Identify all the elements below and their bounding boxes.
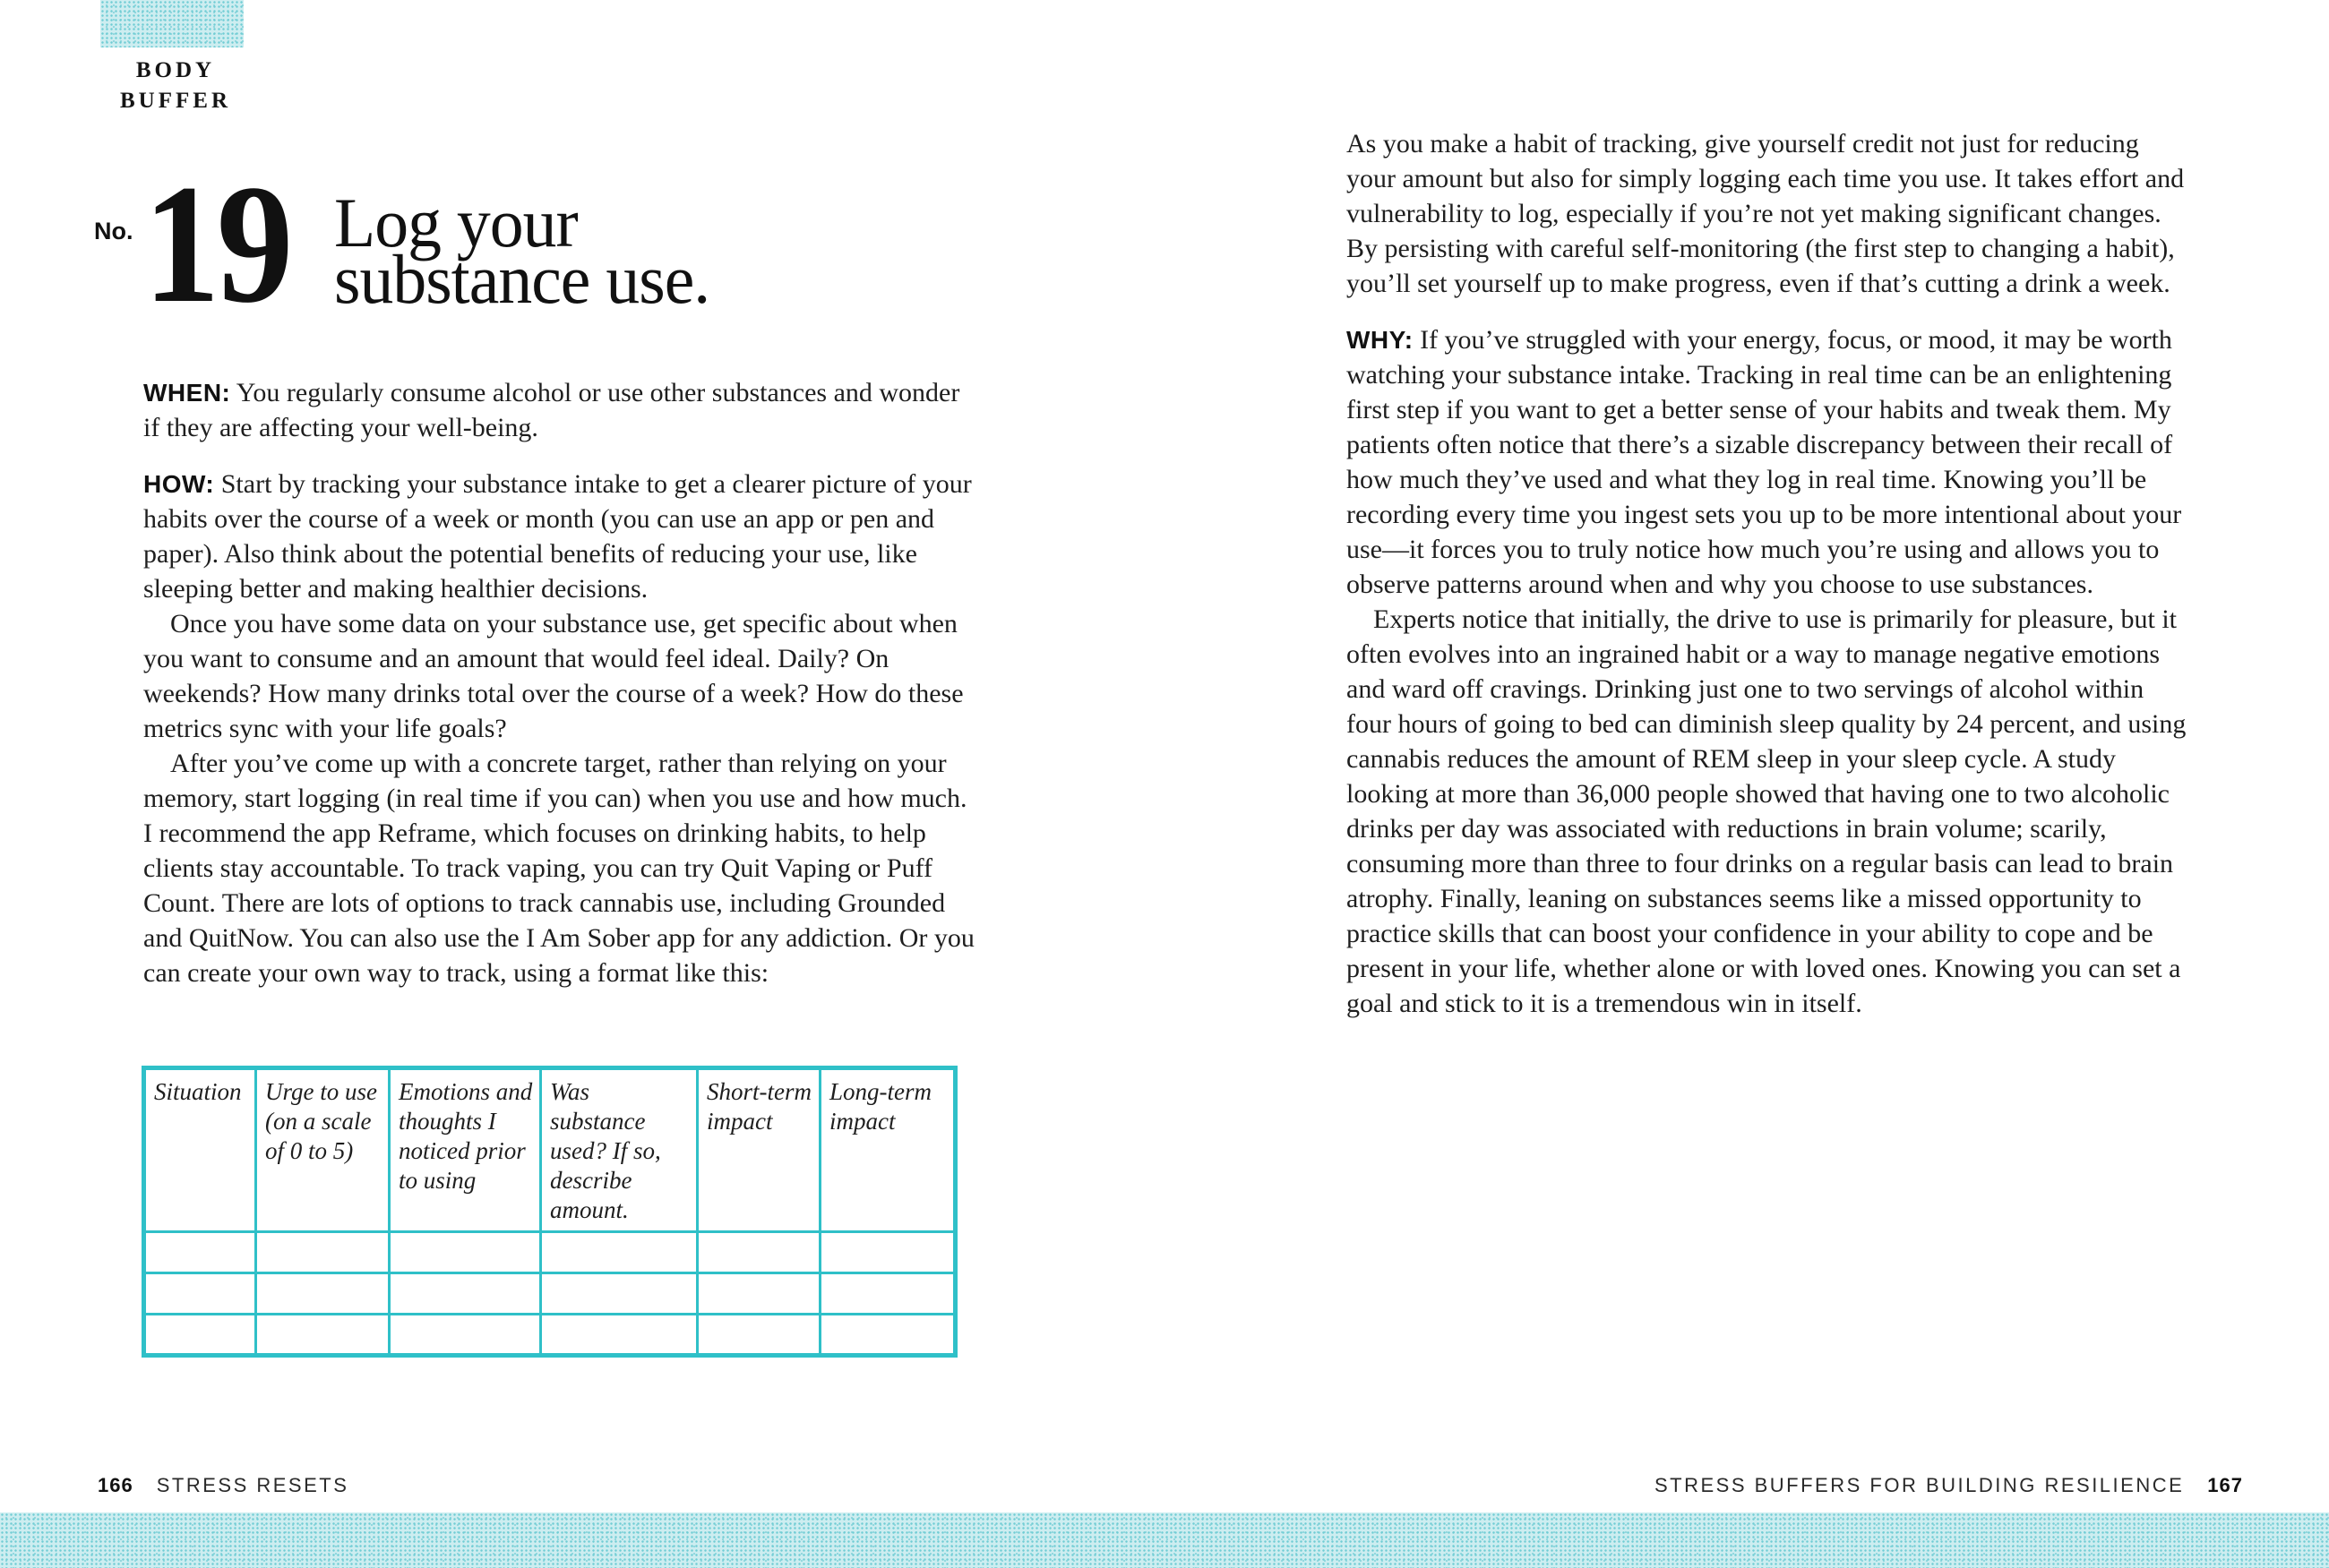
table-cell	[144, 1273, 256, 1315]
table-cell	[390, 1273, 541, 1315]
table-row	[144, 1273, 956, 1315]
table-header-situation: Situation	[144, 1068, 256, 1232]
title-line-1: Log your	[334, 184, 578, 261]
when-label: WHEN:	[143, 379, 231, 407]
table-row	[144, 1315, 956, 1356]
table-cell	[256, 1232, 390, 1273]
table-cell	[821, 1315, 956, 1356]
table-header-row	[144, 1068, 956, 1232]
body-paragraph-tracking: As you make a habit of tracking, give yourself credit not just for reducing your amount but also for simply logging each time you use. It takes effort and vulnerability to log, especially if you’re not yet making significant changes. By persisting with careful self-monitoring (the first step to changing a habit), you’ll set yourself up to make progress, even if that’s cutting a drink a week.	[1346, 129, 2185, 298]
kicker-line-1: BODY	[135, 58, 216, 82]
body-paragraph-after: After you’ve come up with a concrete target, rather than relying on your memory, start logging (in real time if you can) when you use and how much. I recommend the app Reframe, which focuses on drinking habits, to help clients stay accountable. To track vaping, you can try Quit Vaping or Puff Count. There are lots of options to track cannabis use, including Grounded and QuitNow. You can also use the I Am Sober app for any addiction. Or you can create your own way to track, using a format like this:	[143, 749, 975, 988]
chapter-kicker	[60, 56, 288, 116]
table-header-substance-used: Was substance used? If so, describe amount.	[541, 1068, 698, 1232]
table-cell	[144, 1315, 256, 1356]
kicker-line-2: BUFFER	[120, 89, 231, 113]
page-number-right: 167	[2207, 1474, 2243, 1496]
how-text: Start by tracking your substance intake to get a clearer picture of your habits over the course of a week or month (you can use an app or pen and paper). Also think about the potential benefits of reducing your use, like sleeping better and making healthier decisions.	[143, 469, 972, 604]
reset-number: 19	[143, 150, 290, 338]
tracking-table	[142, 1066, 958, 1358]
left-column	[143, 375, 978, 990]
bottom-bar	[0, 1512, 2329, 1568]
table-cell	[541, 1315, 698, 1356]
when-text: You regularly consume alcohol or use other substances and wonder if they are affecting your well-being.	[143, 378, 960, 442]
table-cell	[144, 1232, 256, 1273]
table-row	[144, 1232, 956, 1273]
table-cell	[390, 1232, 541, 1273]
table-cell	[541, 1273, 698, 1315]
table-cell	[256, 1273, 390, 1315]
table-cell	[698, 1315, 821, 1356]
body-paragraph-experts: Experts notice that initially, the drive to use is primarily for pleasure, but it often evolves into an ingrained habit or a way to manage negative emotions and ward off cravings. Drinking just one to two servings of alcohol within four hours of going to bed can diminish sleep quality by 24 percent, and using cannabis reduces the amount of REM sleep in your sleep cycle. A study looking at more than 36,000 people showed that having one to two alcoholic drinks per day was associated with reductions in brain volume; scarily, consuming more than three to four drinks on a regular basis can lead to brain atrophy. Finally, leaning on substances seems like a missed opportunity to practice skills that can boost your confidence in your ability to cope and be present in your life, whether alone or with loved ones. Knowing you can set a goal and stick to it is a tremendous win in itself.	[1346, 604, 2187, 1018]
why-paragraph	[1346, 322, 2193, 602]
footer-right	[1654, 1474, 2243, 1497]
page-title	[334, 184, 710, 318]
table-cell	[541, 1232, 698, 1273]
why-text: If you’ve struggled with your energy, focus, or mood, it may be worth watching your substance intake. Tracking in real time can be an enlightening first step if you want to get a better sense of your habits and tweak them. My patients often notice that there’s a sizable discrepancy between their recall of how much they’ve used and what they log in real time. Knowing you’ll be recording every time you ingest sets you up to be more intentional about your use—it forces you to truly notice how much you’re using and allows you to observe patterns around when and why you choose to use substances.	[1346, 325, 2182, 599]
how-paragraph	[143, 467, 978, 606]
table-header-long-term: Long-term impact	[821, 1068, 956, 1232]
why-label: WHY:	[1346, 326, 1414, 354]
table-header-short-term: Short-term impact	[698, 1068, 821, 1232]
table-header-emotions: Emotions and thoughts I noticed prior to using	[390, 1068, 541, 1232]
teal-corner-square	[100, 0, 244, 47]
running-head-left: STRESS RESETS	[156, 1474, 349, 1496]
table-cell	[821, 1232, 956, 1273]
table-cell	[698, 1273, 821, 1315]
page-number-left: 166	[98, 1474, 133, 1496]
title-line-2: substance use.	[334, 240, 710, 318]
table-cell	[821, 1273, 956, 1315]
how-label: HOW:	[143, 470, 215, 498]
right-column	[1346, 126, 2193, 1021]
when-paragraph	[143, 375, 978, 445]
footer-left	[98, 1474, 348, 1497]
table-header-urge: Urge to use (on a scale of 0 to 5)	[256, 1068, 390, 1232]
table-cell	[390, 1315, 541, 1356]
table-cell	[698, 1232, 821, 1273]
tracking-table-wrapper	[142, 1066, 958, 1358]
running-head-right: STRESS BUFFERS FOR BUILDING RESILIENCE	[1654, 1474, 2185, 1496]
reset-number-label: No.	[94, 218, 133, 244]
table-cell	[256, 1315, 390, 1356]
body-paragraph-once: Once you have some data on your substance use, get specific about when you want to consume and an amount that would feel ideal. Daily? On weekends? How many drinks total over the course of a week? How do these metrics sync with your life goals?	[143, 609, 964, 743]
